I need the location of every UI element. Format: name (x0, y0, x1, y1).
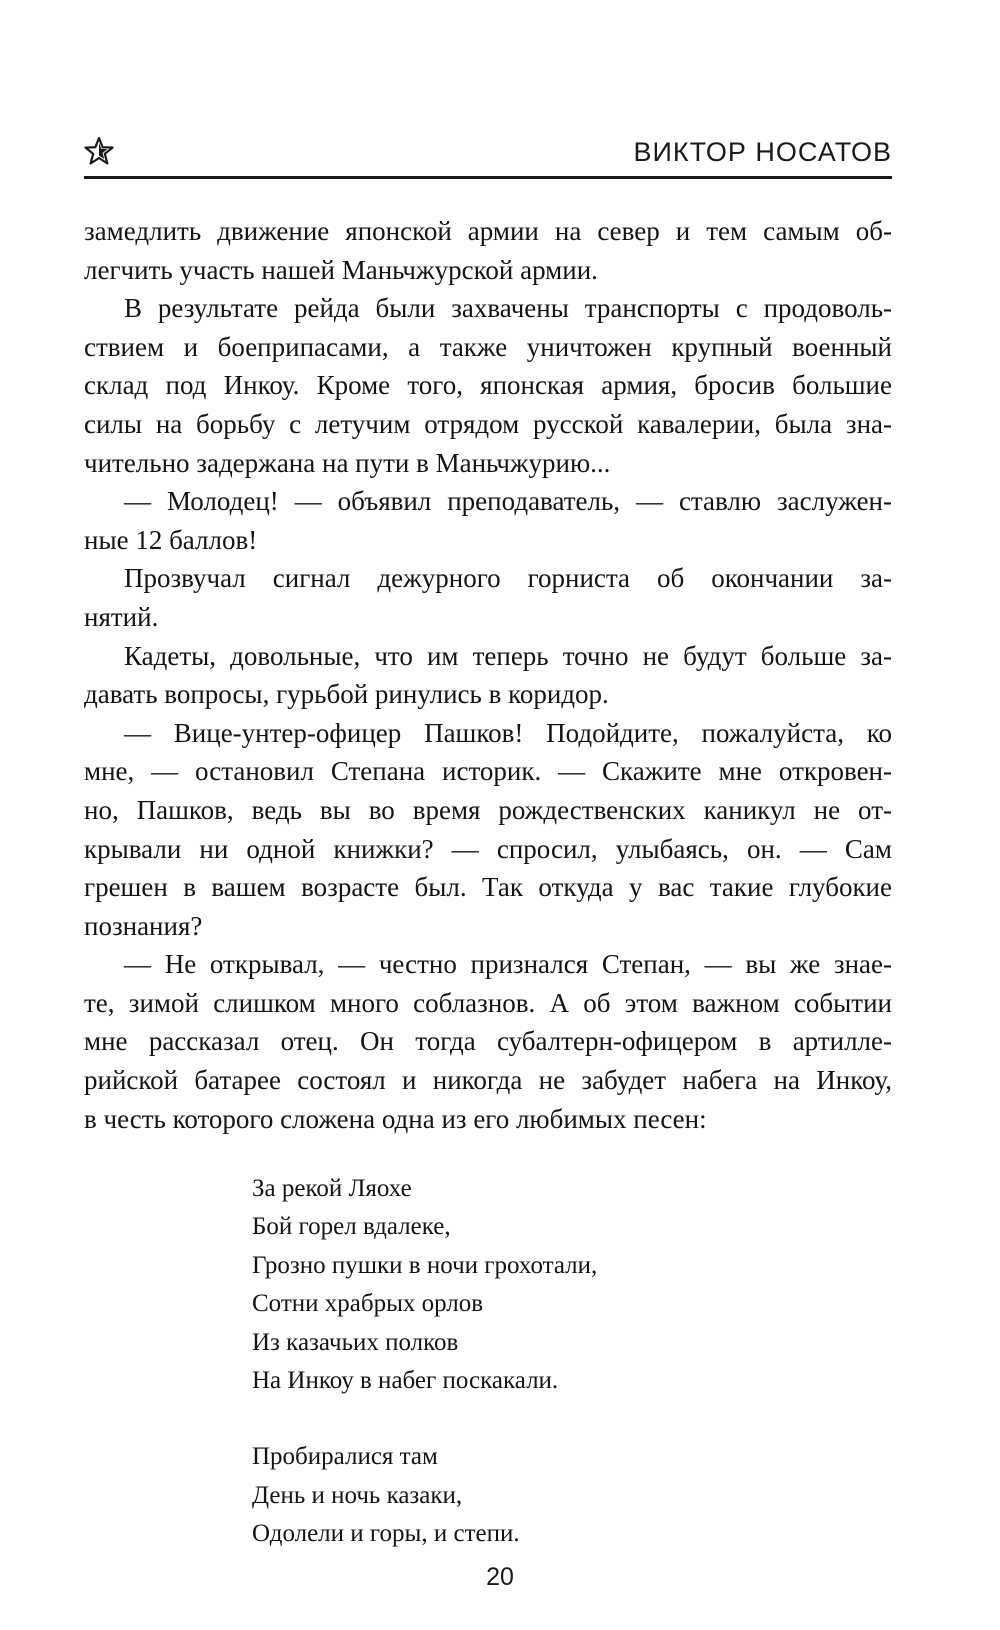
poem (252, 1170, 597, 1592)
poem-line: Бой горел вдалеке, (252, 1213, 451, 1241)
text-line: мне рассказал отец. Он тогда субалтерн-офицером в артилле- (84, 1026, 892, 1057)
page-number: 20 (486, 1563, 514, 1591)
poem-line: Из казачьих полков (252, 1328, 459, 1356)
text-line: — Молодец! — объявил преподаватель, — ставлю заслужен- (124, 486, 892, 517)
running-header (84, 132, 892, 178)
text-line: — Не открывал, — честно признался Степан, — вы же знае- (124, 949, 892, 980)
poem-line: За рекой Ляохе (252, 1175, 412, 1202)
paragraph (84, 482, 892, 559)
text-line: грешен в вашем возрасте был. Так откуда у вас такие глубокие (84, 872, 892, 903)
body-text (84, 212, 892, 1138)
text-line: мне, — остановил Степана историк. — Скажите мне откровен- (84, 756, 892, 787)
poem-line: День и ночь казаки, (252, 1481, 463, 1509)
text-line: легчить участь нашей Маньчжурской армии. (84, 254, 598, 285)
text-line: — Вице-унтер-офицер Пашков! Подойдите, пожалуйста, ко (124, 717, 892, 748)
poem-stanza (252, 1438, 597, 1553)
text-line: в честь которого сложена одна из его любимых песен: (84, 1103, 707, 1134)
text-line: нятий. (84, 601, 159, 632)
text-line: В результате рейда были захвачены транспорты с продоволь- (124, 293, 892, 324)
text-line: Прозвучал сигнал дежурного горниста об окончании за- (124, 563, 892, 594)
paragraph (84, 212, 892, 289)
poem-line: Пробиралися там (252, 1443, 438, 1471)
text-line: крывали ни одной книжки? — спросил, улыбаясь, он. — Сам (84, 833, 892, 864)
author-name: ВИКТОР НОСАТОВ (633, 137, 892, 167)
text-line: замедлить движение японской армии на север и тем самым об- (84, 216, 892, 246)
paragraph (84, 714, 892, 946)
paragraph (84, 289, 892, 482)
text-line: силы на борьбу с летучим отрядом русской кавалерии, была зна- (84, 408, 892, 439)
text-line: чительно задержана на пути в Маньчжурию... (84, 447, 611, 478)
text-line: но, Пашков, ведь вы во время рождественских каникул не от- (84, 794, 892, 825)
text-line: склад под Инкоу. Кроме того, японская армия, бросив большие (84, 370, 892, 401)
poem-stanza (252, 1170, 597, 1400)
text-line: давать вопросы, гурьбой ринулись в коридор. (84, 679, 609, 710)
header-rule (84, 176, 892, 179)
text-line: те, зимой слишком много соблазнов. А об этом важном событии (84, 987, 892, 1018)
paragraph (84, 559, 892, 636)
poem-line: Грозно пушки в ночи грохотали, (252, 1251, 598, 1279)
star-icon (84, 136, 114, 166)
poem-line: Одолели и горы, и степи. (252, 1520, 520, 1548)
paragraph (84, 945, 892, 1138)
poem-line: На Инкоу в набег поскакали. (252, 1367, 559, 1395)
text-line: познания? (84, 910, 203, 941)
text-line: рийской батарее состоял и никогда не забудет набега на Инкоу, (84, 1065, 892, 1096)
text-line: ствием и боеприпасами, а также уничтожен крупный военный (84, 331, 892, 362)
text-line: Кадеты, довольные, что им теперь точно не будут больше за- (124, 640, 892, 671)
text-line: ные 12 баллов! (84, 524, 258, 555)
poem-line: Сотни храбрых орлов (252, 1290, 484, 1318)
paragraph (84, 637, 892, 714)
